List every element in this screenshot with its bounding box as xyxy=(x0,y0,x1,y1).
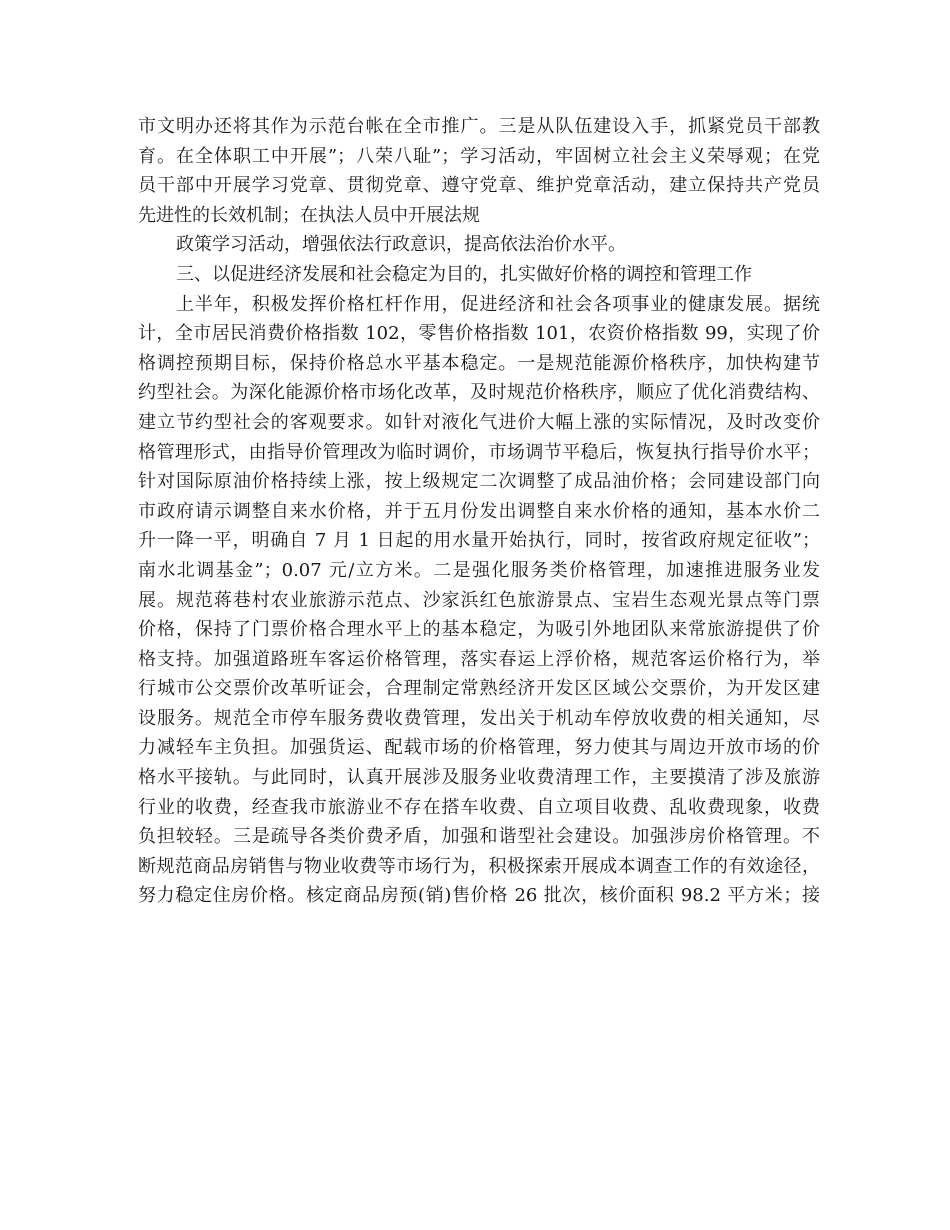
text-line: 计，全市居民消费价格指数 102，零售价格指数 101，农资价格指数 99，实现了价 xyxy=(138,323,820,345)
text-line: 先进性的长效机制；在执法人员中开展法规 xyxy=(138,204,480,226)
text-line: 努力稳定住房价格。核定商品房预(销)售价格 26 批次，核价面积 98.2 平方米；接 xyxy=(138,885,820,907)
text-line: 展。规范蒋巷村农业旅游示范点、沙家浜红色旅游景点、宝岩生态观光景点等门票 xyxy=(138,589,820,611)
text-line: 上半年，积极发挥价格杠杆作用，促进经济和社会各项事业的健康发展。据统 xyxy=(176,293,820,315)
text-line: 力减轻车主负担。加强货运、配载市场的价格管理，努力使其与周边开放市场的价 xyxy=(138,737,820,759)
text-line: 升一降一平，明确自 7 月 1 日起的用水量开始执行，同时，按省政府规定征收”； xyxy=(138,530,820,552)
text-line: 格管理形式，由指导价管理改为临时调价，市场调节平稳后，恢复执行指导价水平； xyxy=(138,441,820,463)
text-line: 市文明办还将其作为示范台帐在全市推广。三是从队伍建设入手，抓紧党员干部教 xyxy=(138,116,820,137)
text-line: 市政府请示调整自来水价格，并于五月份发出调整自来水价格的通知，基本水价二 xyxy=(138,500,820,522)
text-line: 三、以促进经济发展和社会稳定为目的，扎实做好价格的调控和管理工作 xyxy=(176,263,752,285)
text-line: 政策学习活动，增强依法行政意识，提高依法治价水平。 xyxy=(176,234,626,256)
text-line: 约型社会。为深化能源价格市场化改革，及时规范价格秩序，顺应了优化消费结构、 xyxy=(138,382,820,404)
text-line: 价格，保持了门票价格合理水平上的基本稳定，为吸引外地团队来常旅游提供了价 xyxy=(138,619,820,641)
text-line: 格支持。加强道路班车客运价格管理，落实春运上浮价格，规范客运价格行为，举 xyxy=(138,648,820,670)
text-line: 断规范商品房销售与物业收费等市场行为，积极探索开展成本调查工作的有效途径， xyxy=(138,855,820,877)
text-line: 针对国际原油价格持续上涨，按上级规定二次调整了成品油价格；会同建设部门向 xyxy=(138,471,820,493)
text-line: 负担较轻。三是疏导各类价费矛盾，加强和谐型社会建设。加强涉房价格管理。不 xyxy=(138,826,820,848)
text-line: 员干部中开展学习党章、贯彻党章、遵守党章、维护党章活动，建立保持共产党员 xyxy=(138,175,820,197)
text-line: 格水平接轨。与此同时，认真开展涉及服务业收费清理工作，主要摸清了涉及旅游 xyxy=(138,767,820,789)
text-line: 建立节约型社会的客观要求。如针对液化气进价大幅上涨的实际情况，及时改变价 xyxy=(138,411,820,433)
text-line: 格调控预期目标，保持价格总水平基本稳定。一是规范能源价格秩序，加快构建节 xyxy=(138,352,820,374)
text-line: 行业的收费，经查我市旅游业不存在搭车收费、自立项目收费、乱收费现象，收费 xyxy=(138,796,820,818)
text-line: 行城市公交票价改革听证会，合理制定常熟经济开发区区域公交票价，为开发区建 xyxy=(138,678,820,700)
document-page xyxy=(138,112,820,911)
text-line: 设服务。规范全市停车服务费收费管理，发出关于机动车停放收费的相关通知，尽 xyxy=(138,707,820,729)
text-line: 育。在全体职工中开展”；八荣八耻”；学习活动，牢固树立社会主义荣辱观；在党 xyxy=(138,145,820,167)
text-line: 南水北调基金”；0.07 元/立方米。二是强化服务类价格管理，加速推进服务业发 xyxy=(138,559,820,581)
